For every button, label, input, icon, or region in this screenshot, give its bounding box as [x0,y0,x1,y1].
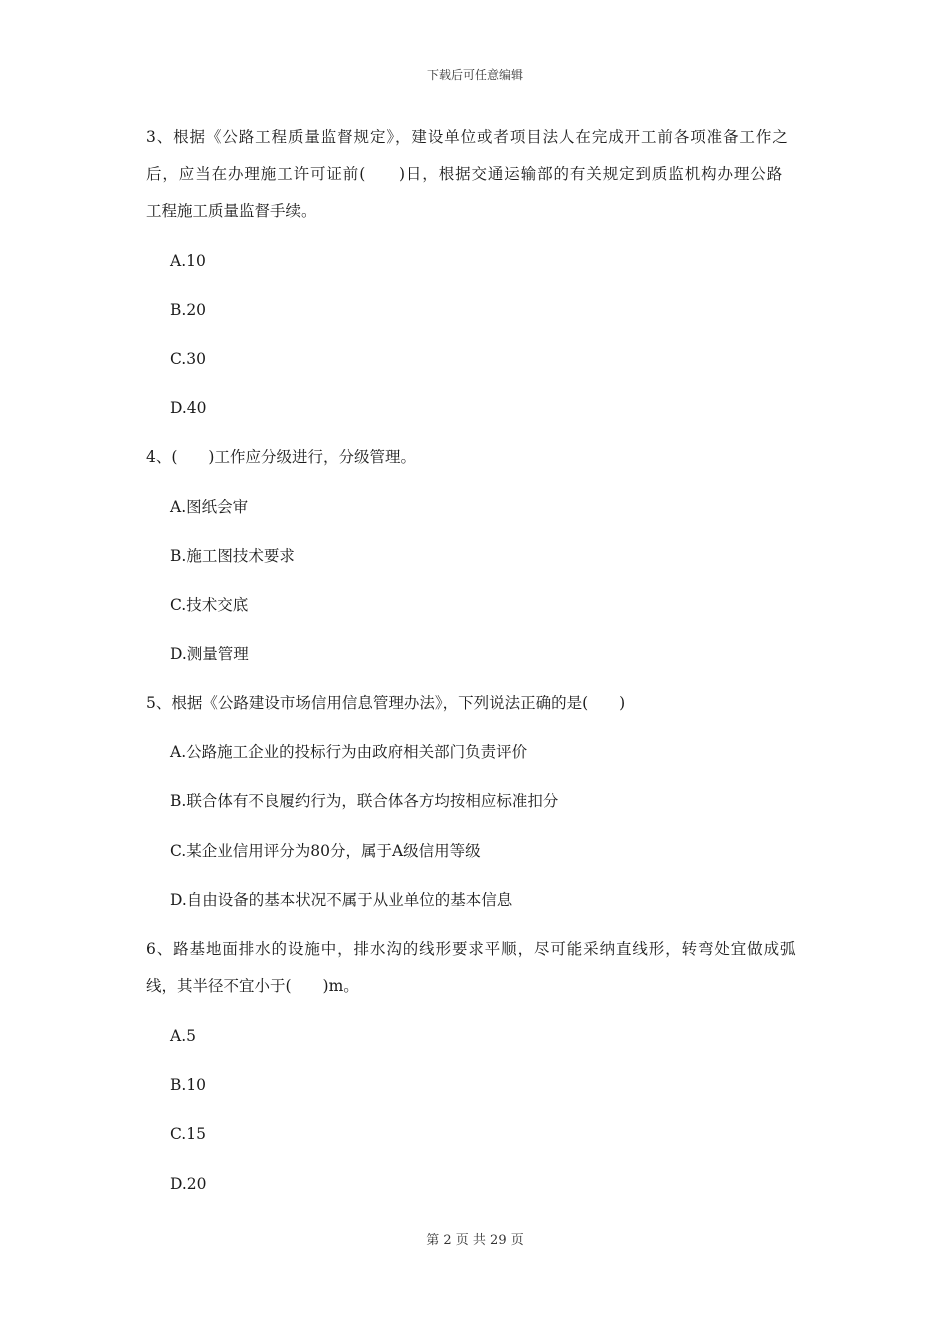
option-b: B.施工图技术要求 [170,547,295,565]
question-text-line: 工程施工质量监督手续。 [146,202,317,220]
option-b: B.20 [170,301,207,319]
question-text-line: 后，应当在办理施工许可证前( )日，根据交通运输部的有关规定到质监机构办理公路 [146,165,784,183]
question-text-line: 6、路基地面排水的设施中，排水沟的线形要求平顺，尽可能采纳直线形，转弯处宜做成弧 [146,940,797,958]
option-b: B.联合体有不良履约行为，联合体各方均按相应标准扣分 [170,792,559,810]
question-text-line: 3、根据《公路工程质量监督规定》，建设单位或者项目法人在完成开工前各项准备工作之 [146,128,789,146]
option-d: D.40 [170,399,207,417]
option-c: C.15 [170,1125,206,1143]
page-header: 下载后可任意编辑 [426,68,523,82]
option-c: C.技术交底 [170,596,249,614]
option-d: D.自由设备的基本状况不属于从业单位的基本信息 [170,891,513,909]
option-b: B.10 [170,1076,207,1094]
option-a: A.10 [170,252,206,270]
question-text-line: 4、( )工作应分级进行，分级管理。 [146,448,416,466]
option-c: C.30 [170,350,206,368]
option-a: A.公路施工企业的投标行为由政府相关部门负责评价 [170,743,528,761]
page-footer: 第 2 页 共 29 页 [426,1233,524,1248]
option-d: D.20 [170,1175,207,1193]
option-a: A.图纸会审 [170,498,249,516]
option-a: A.5 [170,1027,196,1045]
option-d: D.测量管理 [170,645,249,663]
question-text-line: 5、根据《公路建设市场信用信息管理办法》，下列说法正确的是( ) [146,694,626,712]
option-c: C.某企业信用评分为80分，属于A级信用等级 [170,842,481,860]
question-text-line: 线，其半径不宜小于( )m。 [146,977,359,995]
